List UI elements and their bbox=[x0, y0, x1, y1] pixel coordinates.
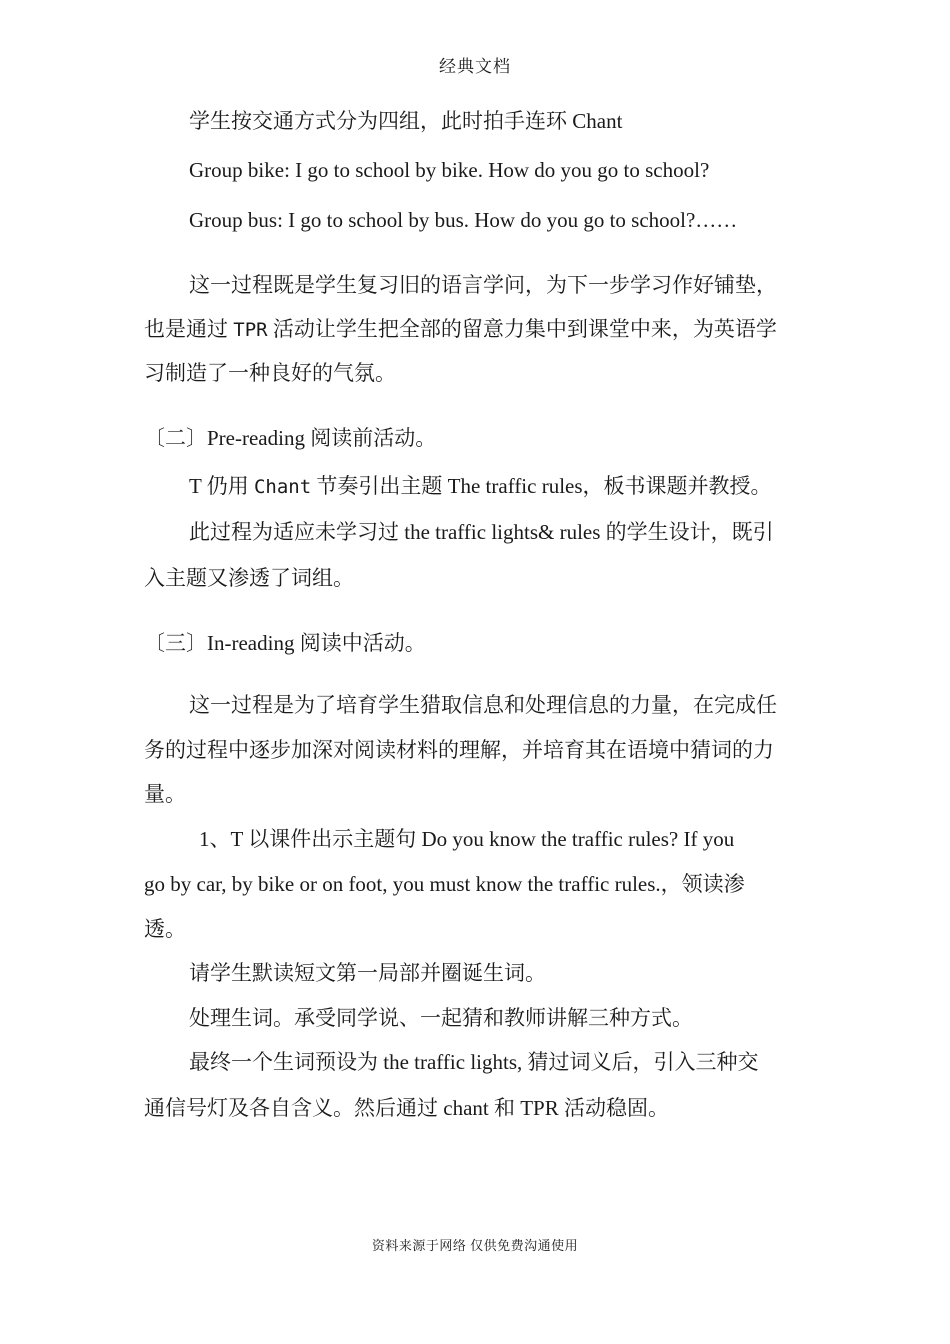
paragraph-line: 处理生词。承受同学说、一起猜和教师讲解三种方式。 bbox=[189, 1006, 693, 1030]
paragraph-line: 这一过程既是学生复习旧的语言学问，为下一步学习作好铺垫， bbox=[189, 273, 777, 297]
page-footer: 资料来源于网络 仅供免费沟通使用 bbox=[371, 1238, 579, 1253]
paragraph-line bbox=[189, 471, 772, 502]
paragraph-line bbox=[144, 314, 777, 345]
page-header: 经典文档 bbox=[439, 57, 511, 76]
section-heading: 〔二〕Pre-reading 阅读前活动。 bbox=[144, 426, 437, 450]
paragraph-line: 入主题又渗透了词组。 bbox=[144, 566, 354, 590]
paragraph-line: 这一过程是为了培育学生猎取信息和处理信息的力量，在完成任 bbox=[189, 693, 777, 717]
text-span: TPR bbox=[233, 319, 268, 341]
paragraph-line: Group bike: I go to school by bike. How do you go to school? bbox=[189, 158, 710, 182]
paragraph-line: 务的过程中逐步加深对阅读材料的理解，并培育其在语境中猜词的力 bbox=[144, 738, 774, 762]
text-span: 节奏引出主题 The traffic rules，板书课题并教授。 bbox=[316, 474, 772, 498]
paragraph-line: go by car, by bike or on foot, you must know the traffic rules.，领读渗 bbox=[144, 872, 745, 896]
text-span: 也是通过 bbox=[144, 317, 228, 341]
paragraph-line: 学生按交通方式分为四组，此时拍手连环 Chant bbox=[189, 109, 623, 133]
paragraph-line: 1、T 以课件出示主题句 Do you know the traffic rules? If you bbox=[199, 827, 735, 851]
paragraph-line: 量。 bbox=[144, 782, 186, 806]
paragraph-line: 请学生默读短文第一局部并圈诞生词。 bbox=[189, 961, 546, 985]
paragraph-line: Group bus: I go to school by bus. How do you go to school?…… bbox=[189, 208, 738, 232]
text-span: 活动让学生把全部的留意力集中到课堂中来，为英语学 bbox=[272, 317, 777, 341]
paragraph-line: 最终一个生词预设为 the traffic lights, 猜过词义后，引入三种交 bbox=[189, 1050, 759, 1074]
paragraph-line: 透。 bbox=[144, 917, 186, 941]
paragraph-line: 此过程为适应未学习过 the traffic lights& rules 的学生设计，既引 bbox=[189, 520, 774, 544]
text-span: T 仍用 bbox=[189, 474, 249, 498]
section-heading: 〔三〕In-reading 阅读中活动。 bbox=[144, 631, 426, 655]
paragraph-line: 通信号灯及各自含义。然后通过 chant 和 TPR 活动稳固。 bbox=[144, 1096, 669, 1120]
paragraph-line: 习制造了一种良好的气氛。 bbox=[144, 361, 396, 385]
text-span: Chant bbox=[253, 476, 312, 498]
